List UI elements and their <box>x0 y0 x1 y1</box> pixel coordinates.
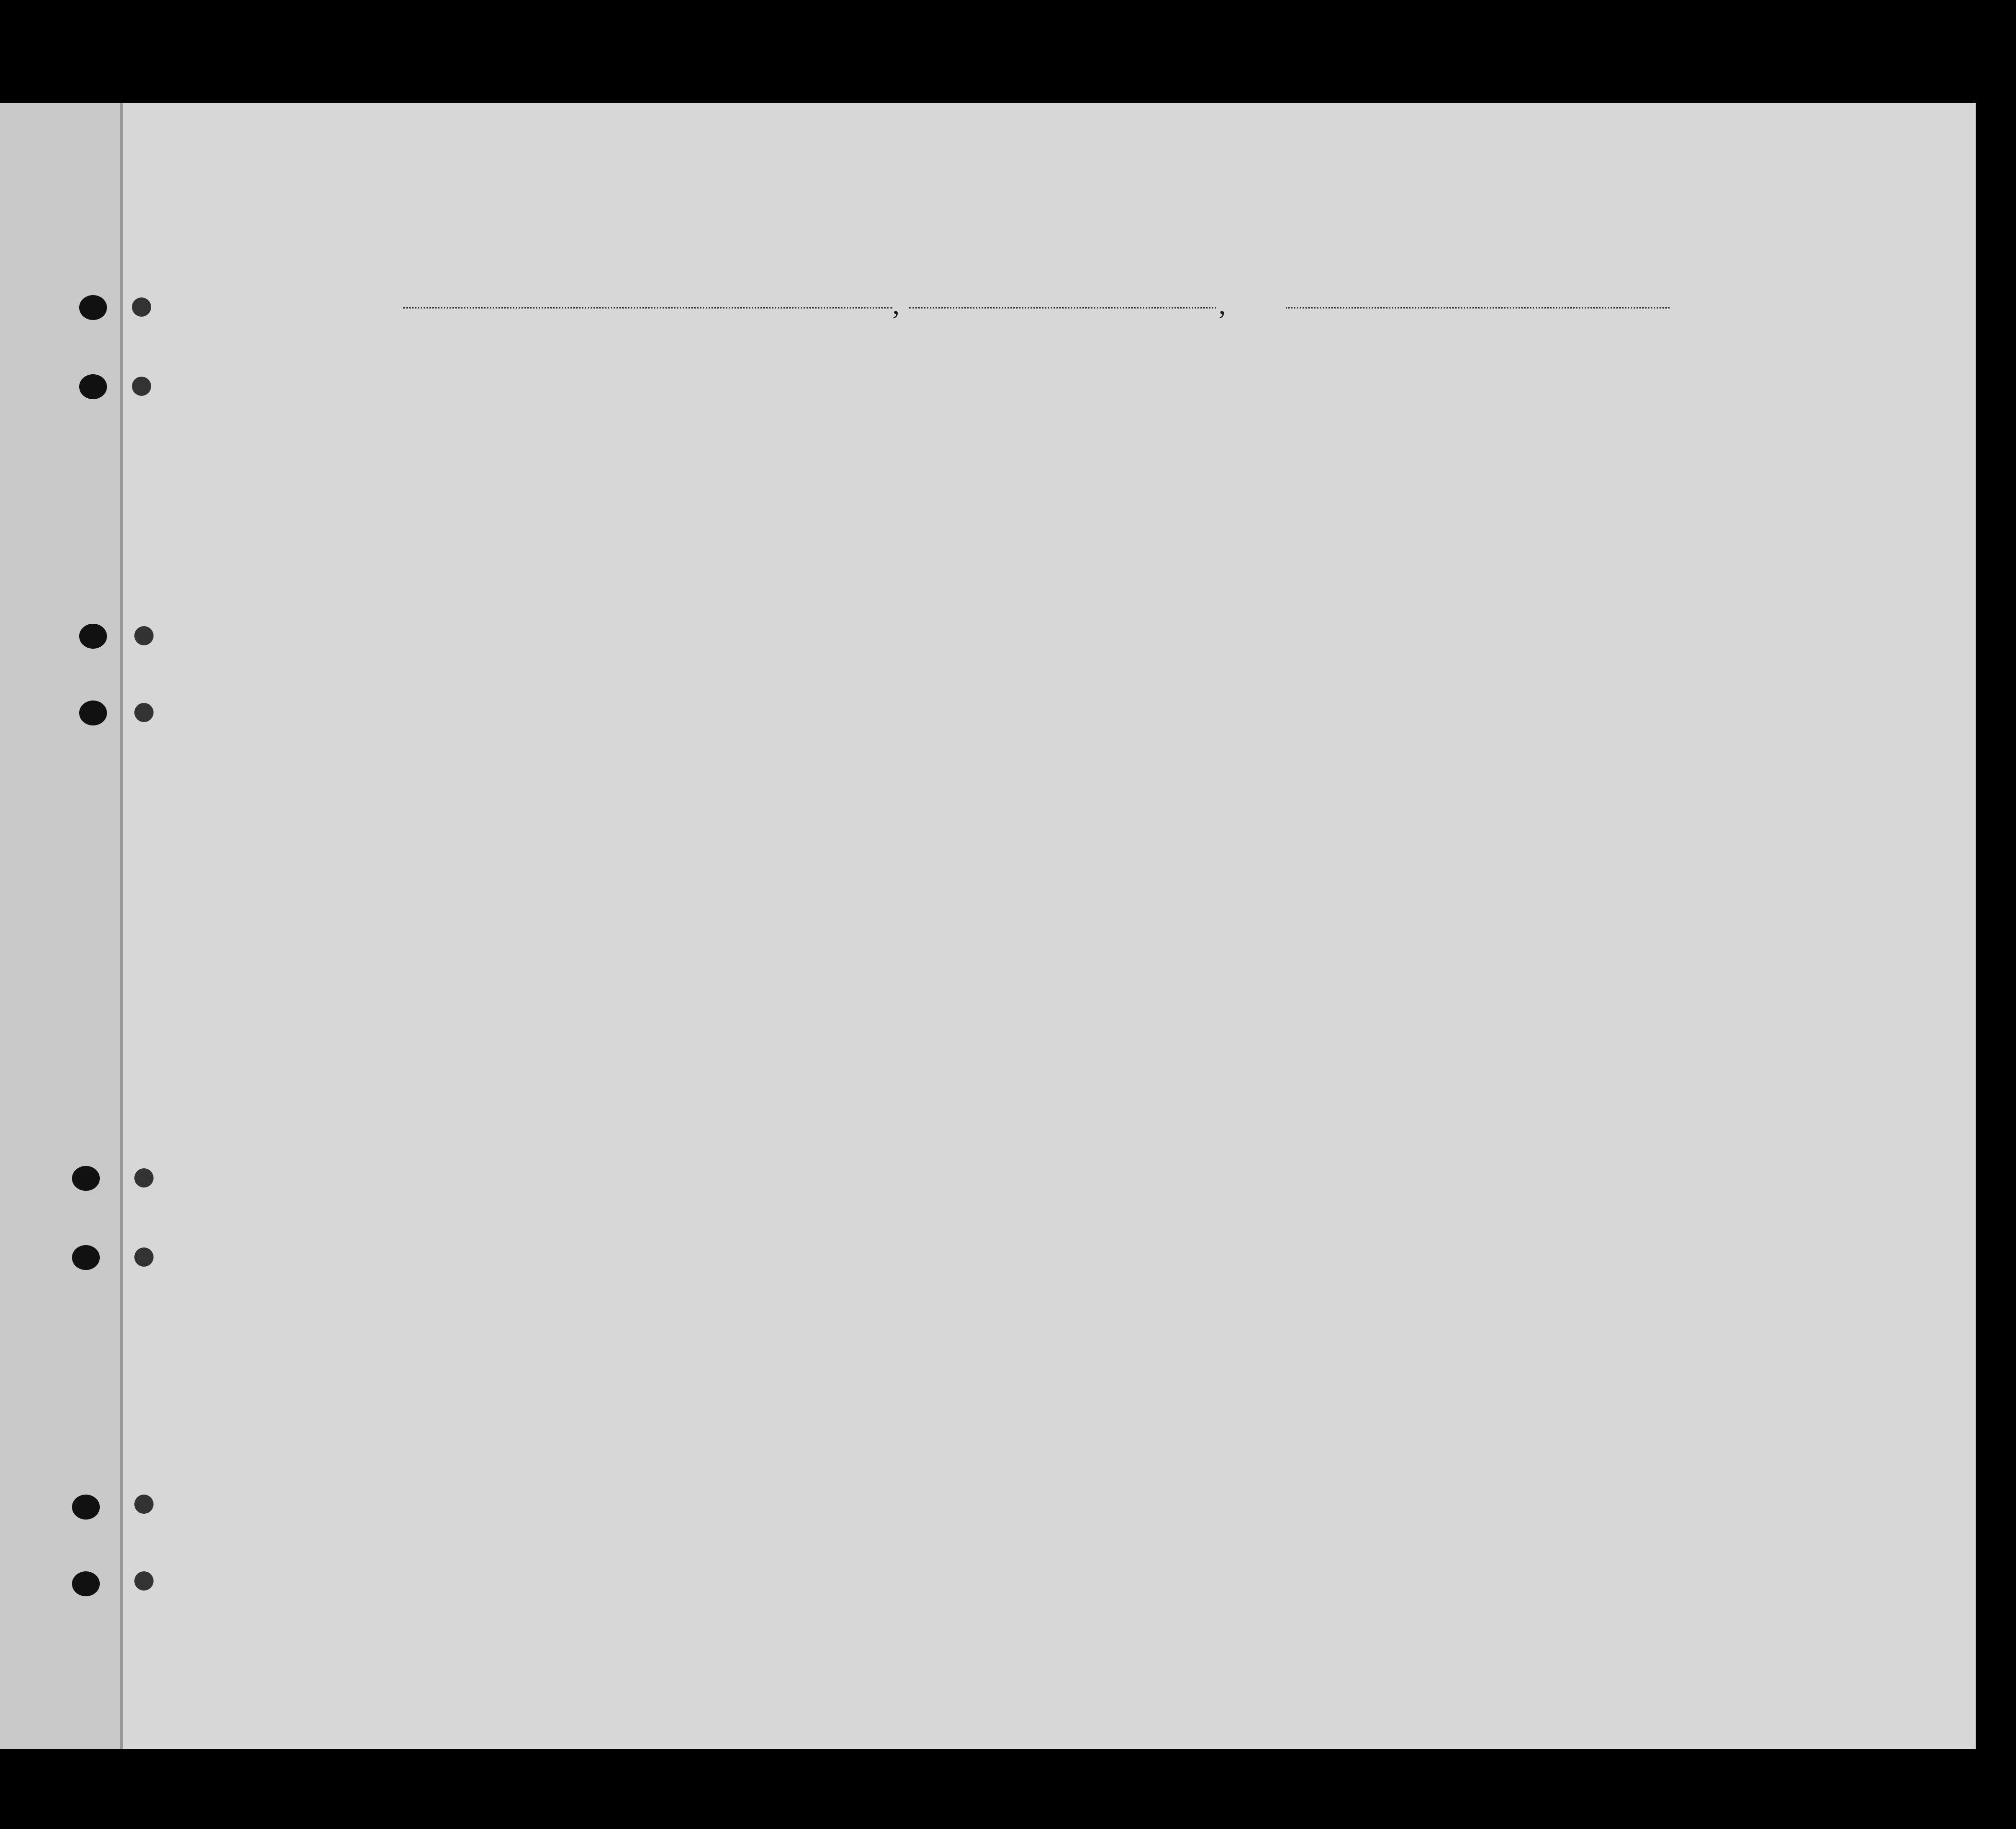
punch-hole <box>72 1245 100 1270</box>
left-margin-strip <box>0 103 120 1749</box>
punch-hole <box>132 297 151 317</box>
punch-hole <box>79 624 107 649</box>
year-line <box>1286 288 1670 309</box>
manifest-grid <box>120 333 1924 1672</box>
date-line <box>909 288 1216 309</box>
punch-hole <box>79 295 107 320</box>
punch-hole <box>72 1571 100 1596</box>
comma-mark: , <box>1219 288 1226 320</box>
punch-hole <box>79 374 107 399</box>
port-line <box>403 288 892 309</box>
punch-hole <box>79 701 107 725</box>
punch-hole <box>72 1166 100 1191</box>
punch-hole <box>72 1495 100 1520</box>
comma-mark: , <box>892 288 900 320</box>
